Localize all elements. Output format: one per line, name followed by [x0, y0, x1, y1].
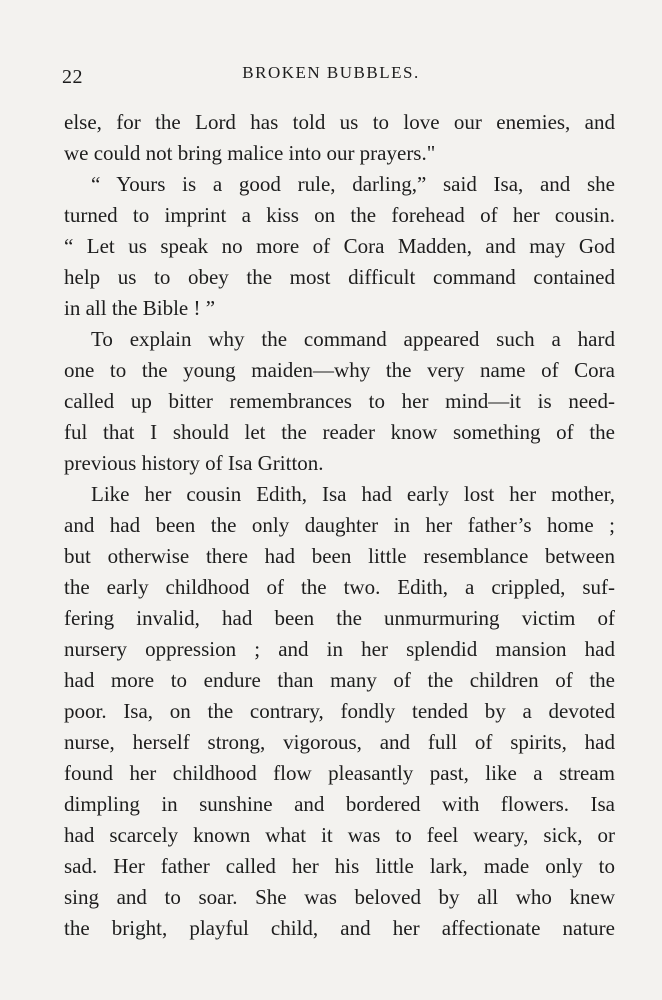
text-line: dimpling in sunshine and bordered with flowers. Isa [64, 792, 615, 816]
text-line: called up bitter remembrances to her mind—it is need- [64, 389, 615, 413]
text-line: Like her cousin Edith, Isa had early lost her mother, [91, 482, 615, 506]
text-line: in all the Bible ! ” [64, 296, 216, 320]
text-line: poor. Isa, on the contrary, fondly tended by a devoted [64, 699, 615, 723]
text-line: found her childhood flow pleasantly past, like a stream [64, 761, 615, 785]
text-line: previous history of Isa Gritton. [64, 451, 324, 475]
text-line: had scarcely known what it was to feel weary, sick, or [64, 823, 615, 847]
page-number: 22 [62, 66, 83, 88]
text-line: turned to imprint a kiss on the forehead of her cousin. [64, 203, 615, 227]
running-head: BROKEN BUBBLES. [242, 63, 420, 82]
text-line: one to the young maiden—why the very name of Cora [64, 358, 615, 382]
text-line: the bright, playful child, and her affectionate nature [64, 916, 615, 940]
text-line: “ Yours is a good rule, darling,” said Isa, and she [91, 172, 615, 196]
text-line: had more to endure than many of the children of the [64, 668, 615, 692]
text-line: nursery oppression ; and in her splendid mansion had [64, 637, 615, 661]
text-line: help us to obey the most difficult command contained [64, 265, 615, 289]
text-line: else, for the Lord has told us to love our enemies, and [64, 110, 615, 134]
text-line: To explain why the command appeared such a hard [91, 327, 615, 351]
text-line: fering invalid, had been the unmurmuring victim of [64, 606, 615, 630]
text-line: sing and to soar. She was beloved by all who knew [64, 885, 615, 909]
text-line: and had been the only daughter in her father’s home ; [64, 513, 615, 537]
text-line: the early childhood of the two. Edith, a crippled, suf- [64, 575, 615, 599]
text-line: but otherwise there had been little resemblance between [64, 544, 615, 568]
text-line: sad. Her father called her his little lark, made only to [64, 854, 615, 878]
text-line: nurse, herself strong, vigorous, and full of spirits, had [64, 730, 615, 754]
text-line: “ Let us speak no more of Cora Madden, and may God [64, 234, 615, 258]
text-line: we could not bring malice into our prayers." [64, 141, 436, 165]
body-text [64, 107, 615, 944]
text-line: ful that I should let the reader know something of the [64, 420, 615, 444]
